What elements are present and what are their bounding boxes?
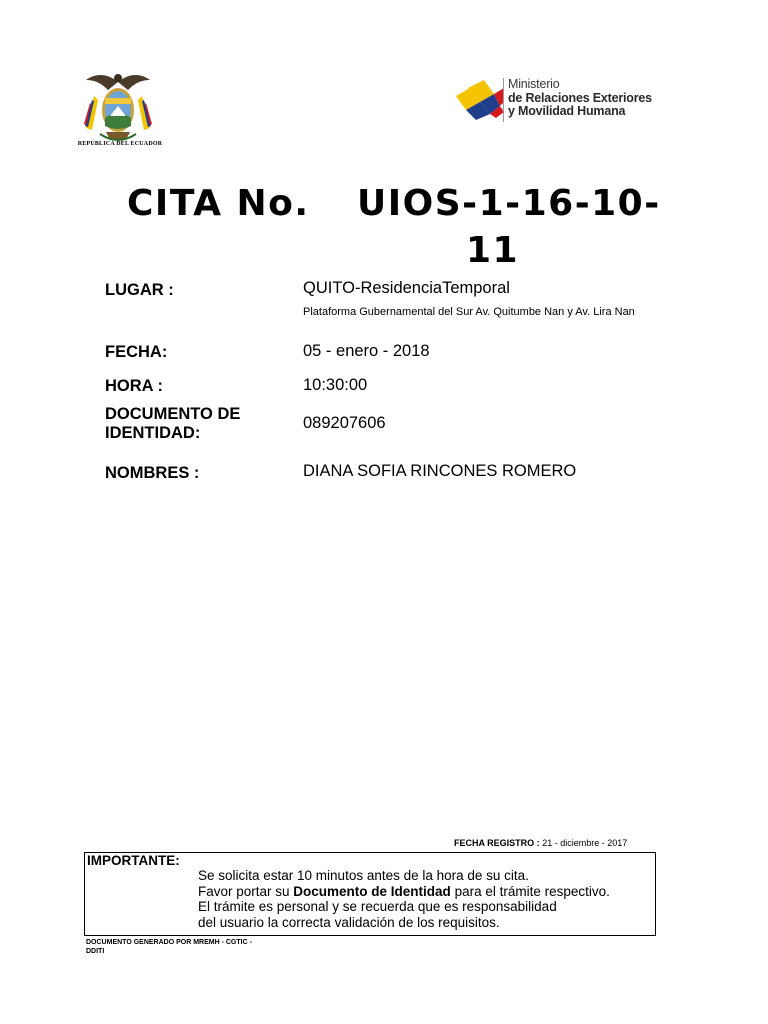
ministry-logo-divider	[503, 78, 504, 122]
hora-value: 10:30:00	[303, 376, 368, 394]
importante-title: IMPORTANTE:	[87, 853, 180, 868]
importante-line2-bold: Documento de Identidad	[293, 883, 451, 899]
importante-text	[198, 868, 610, 930]
fecha-registro-label: FECHA REGISTRO :	[454, 838, 540, 848]
generated-by-line1: DOCUMENTO GENERADO POR MREMH - CGTIC -	[86, 939, 252, 946]
title-code-line2: 11	[466, 230, 520, 271]
ministry-name-line3: y Movilidad Humana	[508, 104, 626, 118]
hora-label: HORA :	[105, 377, 164, 395]
lugar-address: Plataforma Gubernamental del Sur Av. Quitumbe Nan y Av. Lira Nan	[303, 306, 635, 318]
documento-label-line2: IDENTIDAD:	[105, 424, 201, 442]
generated-by-note	[86, 939, 286, 956]
coat-of-arms-icon	[80, 68, 156, 146]
documento-label	[105, 405, 240, 443]
importante-line2-end: para el trámite respectivo.	[450, 883, 610, 899]
ministry-name-line2: de Relaciones Exteriores	[508, 90, 652, 105]
importante-line4: del usuario la correcta validación de los requisitos.	[198, 914, 500, 930]
importante-line2-start: Favor portar su	[198, 883, 294, 899]
fecha-label: FECHA:	[105, 343, 168, 361]
documento-value: 089207606	[303, 414, 386, 432]
title-code-line1: UIOS-1-16-10-	[357, 183, 661, 224]
ministry-logo-icon	[454, 78, 504, 120]
title-prefix: CITA No.	[127, 183, 310, 224]
fecha-registro	[454, 838, 627, 848]
importante-line3: El trámite es personal y se recuerda que es responsabilidad	[198, 899, 557, 914]
nombres-value: DIANA SOFIA RINCONES ROMERO	[303, 462, 577, 480]
ministry-name-line1: Ministerio	[508, 77, 560, 91]
importante-line2	[198, 884, 610, 900]
fecha-registro-value: 21 - diciembre - 2017	[542, 838, 628, 848]
documento-label-line1: DOCUMENTO DE	[105, 405, 241, 423]
lugar-label: LUGAR :	[105, 281, 174, 299]
importante-line1: Se solicita estar 10 minutos antes de la hora de su cita.	[198, 868, 529, 883]
nombres-label: NOMBRES :	[105, 464, 200, 482]
ministry-name	[508, 78, 652, 119]
lugar-value: QUITO-ResidenciaTemporal	[303, 279, 510, 297]
fecha-value: 05 - enero - 2018	[303, 342, 430, 360]
generated-by-line2: DDITI	[86, 947, 105, 955]
coat-of-arms-caption: REPÚBLICA DEL ECUADOR	[77, 141, 163, 147]
